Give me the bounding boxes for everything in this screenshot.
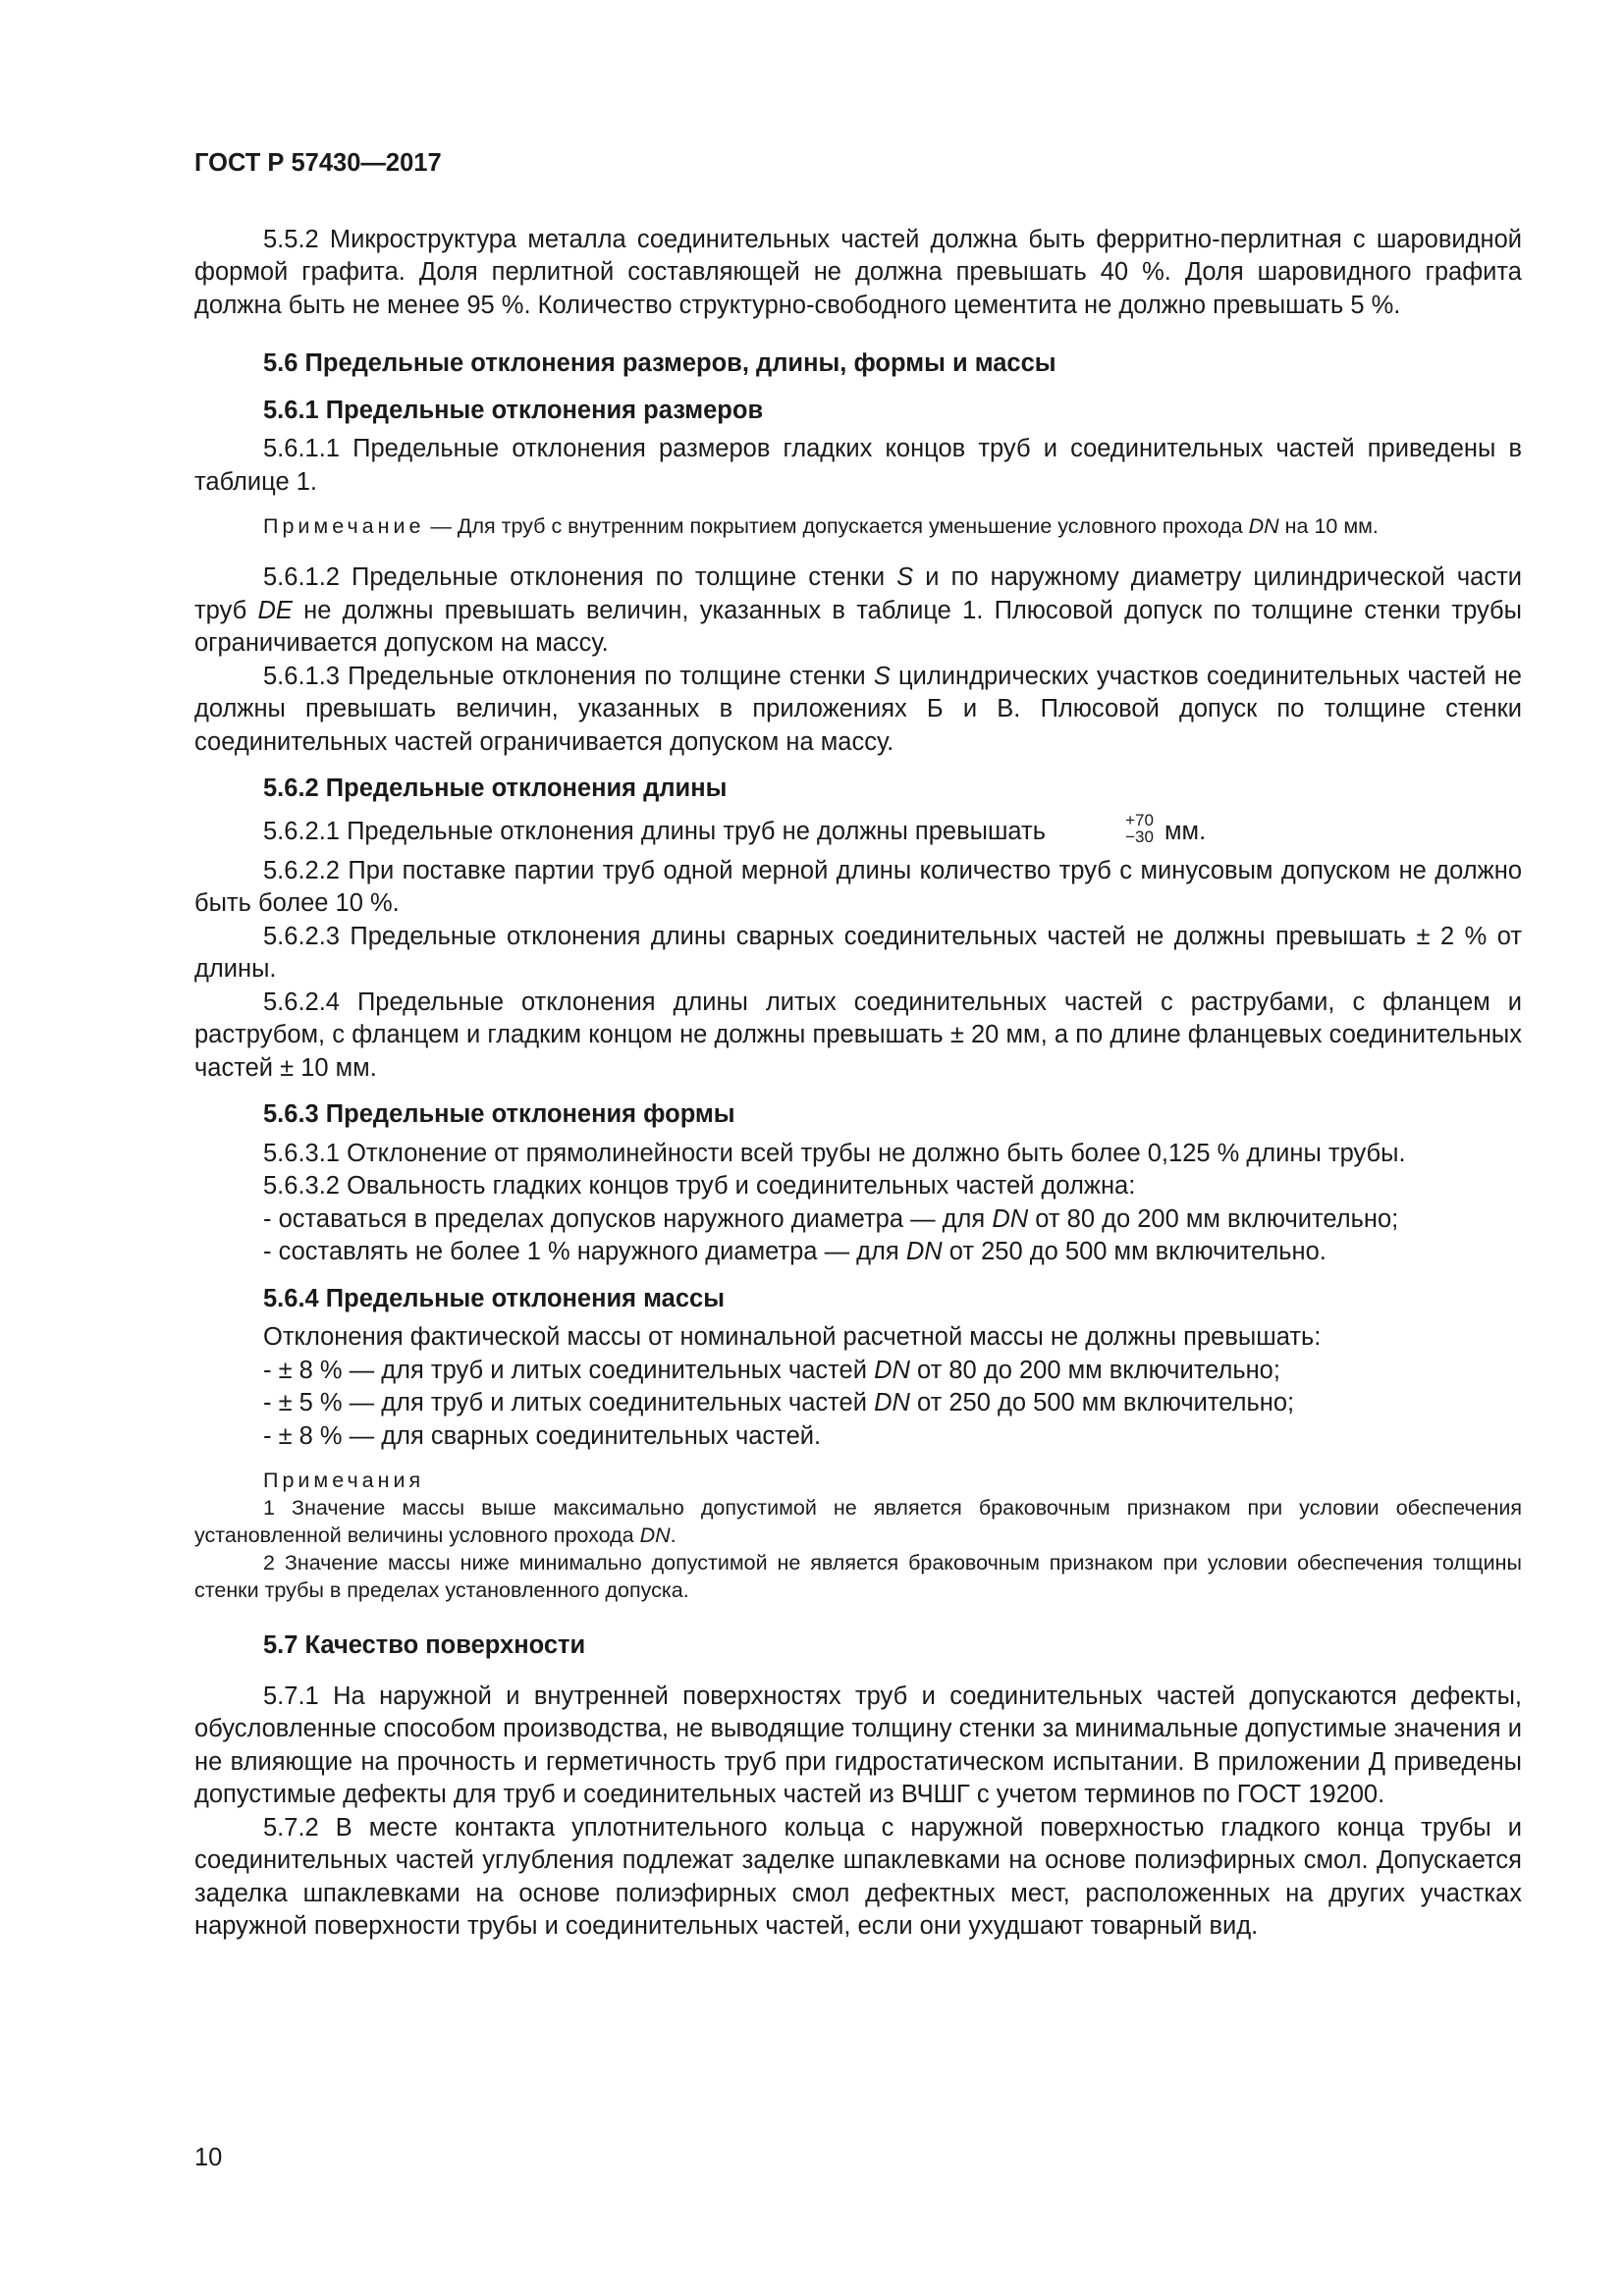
list-item: - ± 8 % — для труб и литых соединительных частей DN от 80 до 200 мм включительно; xyxy=(263,1356,1280,1384)
note-1: Примечание — Для труб с внутренним покрытием допускается уменьшение условного прохода DN на 10 мм. xyxy=(263,514,1379,538)
paragraph-5-6-1-2: 5.6.1.2 Предельные отклонения по толщине стенки S и по наружному диаметру цилиндрической части труб DE не должны превышать величин, указанных в таблице 1. Плюсовой допуск по толщине стенки трубы ограничивается допуском на массу. xyxy=(194,563,1522,657)
paragraph-5-6-3-2: 5.6.3.2 Овальность гладких концов труб и соединительных частей должна: xyxy=(263,1172,1136,1201)
paragraph-5-6-1-1: 5.6.1.1 Предельные отклонения размеров гладких концов труб и соединительных частей приведены в таблице 1. xyxy=(194,435,1522,496)
paragraph-5-6-3-1: 5.6.3.1 Отклонение от прямолинейности всей трубы не должно быть более 0,125 % длины трубы. xyxy=(263,1139,1406,1167)
heading-5-6-2: 5.6.2 Предельные отклонения длины xyxy=(263,774,728,802)
heading-5-6: 5.6 Предельные отклонения размеров, длины, формы и массы xyxy=(263,349,1056,377)
paragraph-5-6-2-3: 5.6.2.3 Предельные отклонения длины сварных соединительных частей не должны превышать ± 2 % от длины. xyxy=(194,922,1522,984)
list-item: - составлять не более 1 % наружного диаметра — для DN от 250 до 500 мм включительно. xyxy=(263,1238,1326,1266)
list-item: - ± 8 % — для сварных соединительных частей. xyxy=(263,1421,822,1450)
paragraph-5-5-2: 5.5.2 Микроструктура металла соединительных частей должна быть ферритно-перлитная с шаровидной формой графита. Доля перлитной составляющей не должна превышать 40 %. Доля шаровидного графита должна быть не менее 95 %. Количество структурно-свободного цементита не должно превышать 5 %. xyxy=(194,225,1522,319)
paragraph-5-6-4: Отклонения фактической массы от номинальной расчетной массы не должны превышать: xyxy=(263,1323,1322,1352)
tolerance-fraction: +70 −30 xyxy=(1125,810,1154,846)
document-header: ГОСТ Р 57430—2017 xyxy=(194,149,442,177)
paragraph-5-6-1-3: 5.6.1.3 Предельные отклонения по толщине стенки S цилиндрических участков соединительных частей не должны превышать величин, указанных в приложениях Б и В. Плюсовой допуск по толщине стенки соединительных частей ограничивается допуском на массу. xyxy=(194,662,1522,756)
heading-5-6-3: 5.6.3 Предельные отклонения формы xyxy=(263,1100,735,1129)
heading-5-6-1: 5.6.1 Предельные отклонения размеров xyxy=(263,396,764,424)
paragraph-5-6-2-2: 5.6.2.2 При поставке партии труб одной мерной длины количество труб с минусовым допуском не должно быть более 10 %. xyxy=(194,856,1522,918)
paragraph-5-6-2-4: 5.6.2.4 Предельные отклонения длины литых соединительных частей с раструбами, с фланцем и раструбом, с фланцем и гладким концом не должны превышать ± 20 мм, а по длине фланцевых соединительных частей ± 10 мм. xyxy=(194,988,1522,1082)
paragraph-5-6-2-1: 5.6.2.1 Предельные отклонения длины труб не должны превышать +70 −30 мм. xyxy=(263,810,1207,846)
heading-5-6-4: 5.6.4 Предельные отклонения массы xyxy=(263,1284,725,1312)
page-number: 10 xyxy=(194,2144,223,2171)
document-page xyxy=(194,147,1522,1944)
note-item-1: 1 Значение массы выше максимально допустимой не является браковочным признаком при условии обеспечения установленной величины условного прохода DN. xyxy=(194,1496,1522,1548)
note-label: Примечание xyxy=(263,514,425,538)
list-item: - оставаться в пределах допусков наружного диаметра — для DN от 80 до 200 мм включительно; xyxy=(263,1204,1399,1233)
paragraph-5-7-2: 5.7.2 В месте контакта уплотнительного кольца с наружной поверхностью гладкого конца трубы и соединительных частей углубления подлежат заделке шпаклевками на основе полиэфирных смол. Допускается заделка шпаклевками на основе полиэфирных смол дефектных мест, расположенных на других участках наружной поверхности трубы и соединительных частей, если они ухудшают товарный вид. xyxy=(194,1813,1522,1941)
list-item: - ± 5 % — для труб и литых соединительных частей DN от 250 до 500 мм включительно; xyxy=(263,1389,1295,1417)
note-item-2: 2 Значение массы ниже минимально допустимой не является браковочным признаком при условии обеспечения толщины стенки трубы в пределах установленного допуска. xyxy=(194,1551,1522,1603)
heading-5-7: 5.7 Качество поверхности xyxy=(263,1631,586,1660)
paragraph-5-7-1: 5.7.1 На наружной и внутренней поверхностях труб и соединительных частей допускаются дефекты, обусловленные способом производства, не выводящие толщину стенки за минимальные допустимые значения и не влияющие на прочность и герметичность труб при гидростатическом испытании. В приложении Д приведены допустимые дефекты для труб и соединительных частей из ВЧШГ с учетом терминов по ГОСТ 19200. xyxy=(194,1682,1522,1809)
notes-label: Примечания xyxy=(263,1468,425,1493)
